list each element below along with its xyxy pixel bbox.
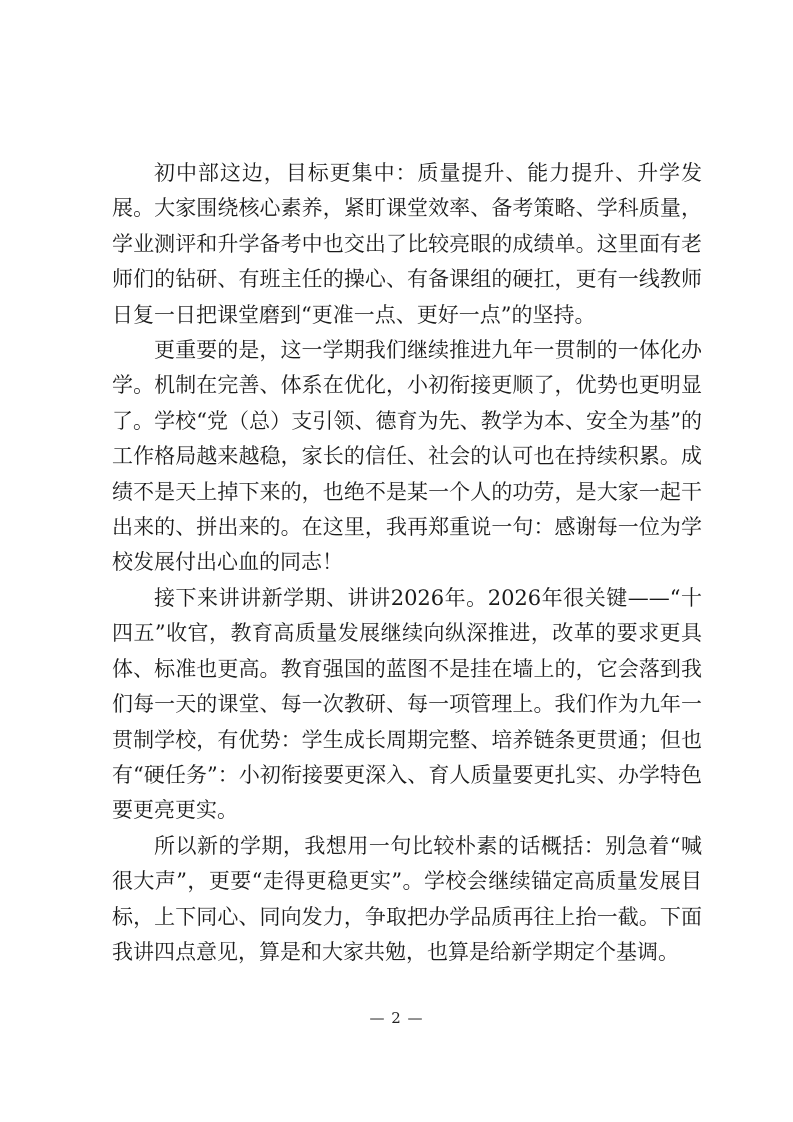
paragraph-3: 接下来讲讲新学期、讲讲2026年。2026年很关键——“十四五”收官，教育高质量发展继续向纵深推进，改革的要求更具体、标准也更高。教育强国的蓝图不是挂在墙上的，它会落到我们每一天的课堂、每一次教研、每一项管理上。我们作为九年一贯制学校，有优势：学生成长周期完整、培养链条更贯通；但也有“硬任务”：小初衔接要更深入、育人质量要更扎实、办学特色要更亮更实。	[112, 585, 702, 823]
body-text	[112, 156, 702, 970]
paragraph-1: 初中部这边，目标更集中：质量提升、能力提升、升学发展。大家围绕核心素养，紧盯课堂效率、备考策略、学科质量，学业测评和升学备考中也交出了比较亮眼的成绩单。这里面有老师们的钻研、有班主任的操心、有备课组的硬扛，更有一线教师日复一日把课堂磨到“更准一点、更好一点”的坚持。	[112, 161, 702, 327]
page-number: — 2 —	[369, 1009, 424, 1027]
paragraph-2: 更重要的是，这一学期我们继续推进九年一贯制的一体化办学。机制在完善、体系在优化，小初衔接更顺了，优势也更明显了。学校“党（总）支引领、德育为先、教学为本、安全为基”的工作格局越来越稳，家长的信任、社会的认可也在持续积累。成绩不是天上掉下来的，也绝不是某一个人的功劳，是大家一起干出来的、拼出来的。在这里，我再郑重说一句：感谢每一位为学校发展付出心血的同志！	[112, 338, 702, 575]
paragraph-4: 所以新的学期，我想用一句比较朴素的话概括：别急着“喊很大声”，更要“走得更稳更实”。学校会继续锚定高质量发展目标，上下同心、同向发力，争取把办学品质再往上抬一截。下面我讲四点意见，算是和大家共勉，也算是给新学期定个基调。	[112, 833, 702, 964]
